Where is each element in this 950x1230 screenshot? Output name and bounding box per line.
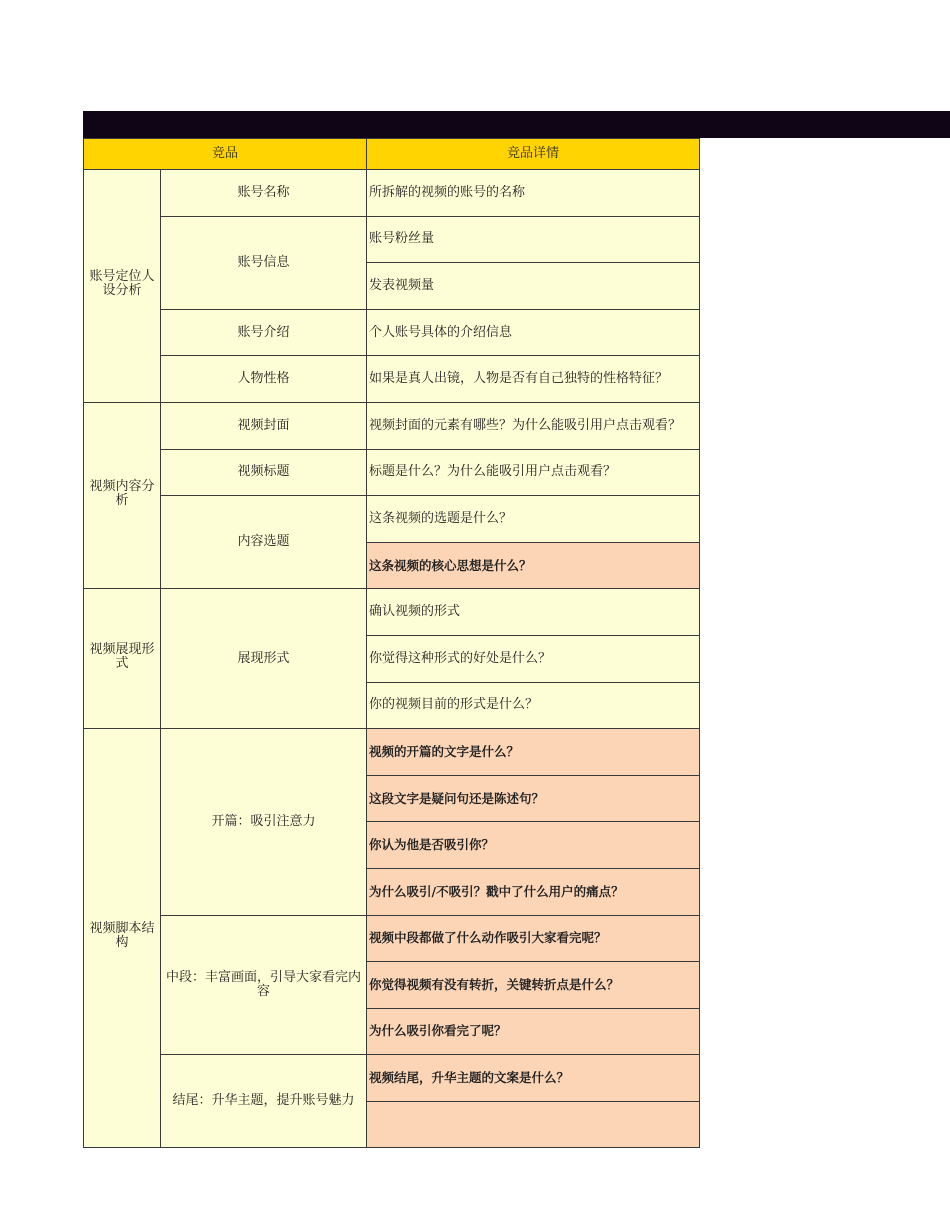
detail-cell-highlighted: 你认为他是否吸引你？ (367, 822, 700, 869)
category-video-script: 视频脚本结构 (84, 729, 161, 1148)
table-row (84, 729, 700, 776)
detail-cell-highlighted: 视频的开篇的文字是什么？ (367, 729, 700, 776)
sub-persona-character: 人物性格 (161, 356, 367, 403)
table-row (84, 356, 700, 403)
detail-cell: 这条视频的选题是什么？ (367, 496, 700, 543)
table-row (84, 449, 700, 496)
title-bar (83, 111, 950, 138)
category-video-content: 视频内容分析 (84, 402, 161, 588)
sub-opening: 开篇：吸引注意力 (161, 729, 367, 915)
table-row (84, 216, 700, 263)
sub-middle-section: 中段：丰富画面，引导大家看完内容 (161, 915, 367, 1055)
sub-content-topic: 内容选题 (161, 496, 367, 589)
sub-video-cover: 视频封面 (161, 402, 367, 449)
detail-cell-highlighted: 为什么吸引/不吸引？戳中了什么用户的痛点？ (367, 868, 700, 915)
sub-presentation-form: 展现形式 (161, 589, 367, 729)
competitor-analysis-table (83, 138, 700, 1148)
detail-cell: 个人账号具体的介绍信息 (367, 309, 700, 356)
detail-cell: 视频封面的元素有哪些？为什么能吸引用户点击观看？ (367, 402, 700, 449)
sub-ending: 结尾：升华主题，提升账号魅力 (161, 1055, 367, 1148)
detail-cell-highlighted: 视频结尾，升华主题的文案是什么？ (367, 1055, 700, 1102)
detail-cell-highlighted: 这条视频的核心思想是什么？ (367, 542, 700, 589)
detail-cell: 确认视频的形式 (367, 589, 700, 636)
detail-cell-highlighted: 视频中段都做了什么动作吸引大家看完呢？ (367, 915, 700, 962)
sub-account-info: 账号信息 (161, 216, 367, 309)
table-row (84, 915, 700, 962)
sub-account-intro: 账号介绍 (161, 309, 367, 356)
detail-cell: 你觉得这种形式的好处是什么？ (367, 635, 700, 682)
detail-cell: 所拆解的视频的账号的名称 (367, 170, 700, 217)
detail-cell: 你的视频目前的形式是什么？ (367, 682, 700, 729)
detail-cell: 发表视频量 (367, 263, 700, 310)
detail-cell-highlighted: 这段文字是疑问句还是陈述句？ (367, 775, 700, 822)
detail-cell: 账号粉丝量 (367, 216, 700, 263)
detail-cell: 标题是什么？为什么能吸引用户点击观看？ (367, 449, 700, 496)
detail-cell: 如果是真人出镜，人物是否有自己独特的性格特征？ (367, 356, 700, 403)
table-row (84, 1055, 700, 1102)
table-header-row (84, 139, 700, 170)
header-competitor-details: 竞品详情 (367, 139, 700, 170)
sub-account-name: 账号名称 (161, 170, 367, 217)
header-competitor: 竞品 (84, 139, 367, 170)
detail-cell-highlighted: 为什么吸引你看完了呢？ (367, 1008, 700, 1055)
table-row (84, 402, 700, 449)
analysis-table-viewport (83, 138, 699, 1109)
detail-cell-highlighted: 你觉得视频有没有转折，关键转折点是什么？ (367, 962, 700, 1009)
detail-cell-highlighted (367, 1101, 700, 1148)
table-row (84, 170, 700, 217)
category-video-presentation: 视频展现形式 (84, 589, 161, 729)
table-row (84, 589, 700, 636)
sub-video-title: 视频标题 (161, 449, 367, 496)
category-account-positioning: 账号定位人设分析 (84, 170, 161, 403)
table-row (84, 309, 700, 356)
table-row (84, 496, 700, 543)
